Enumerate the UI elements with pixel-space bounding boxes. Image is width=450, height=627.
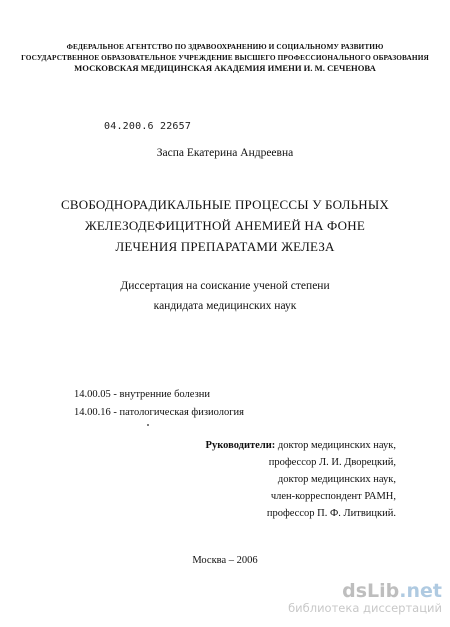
watermark-logo bbox=[288, 581, 442, 601]
supervisors-line-1 bbox=[0, 437, 396, 454]
header-academy: МОСКОВСКАЯ МЕДИЦИНСКАЯ АКАДЕМИЯ ИМЕНИ И. М. СЕЧЕНОВА bbox=[74, 63, 376, 73]
supervisors-label: Руководители: bbox=[205, 440, 276, 451]
degree-line-1: Диссертация на соискание ученой степени bbox=[120, 280, 330, 292]
dslib-watermark[interactable] bbox=[288, 581, 442, 615]
title-line-2: ЖЕЛЕЗОДЕФИЦИТНОЙ АНЕМИЕЙ НА ФОНЕ bbox=[84, 218, 365, 233]
supervisor-1-name: профессор Л. И. Дворецкий, bbox=[268, 457, 396, 468]
inventory-stamp: 04.200.6 22657 bbox=[104, 121, 192, 132]
watermark-logo-tld: .net bbox=[399, 580, 442, 602]
supervisor-2-title: член-корреспондент РАМН, bbox=[270, 491, 396, 502]
title-line-1: СВОБОДНОРАДИКАЛЬНЫЕ ПРОЦЕССЫ У БОЛЬНЫХ bbox=[61, 197, 389, 212]
supervisor-2-name: профессор П. Ф. Литвицкий. bbox=[266, 508, 396, 519]
specialty-2: 14.00.16 - патологическая физиология bbox=[74, 407, 244, 418]
supervisor-1-degree: доктор медицинских наук, bbox=[275, 440, 396, 451]
supervisors-block bbox=[0, 437, 396, 522]
header-agency: ФЕДЕРАЛЬНОЕ АГЕНТСТВО ПО ЗДРАВООХРАНЕНИЮ И СОЦИАЛЬНОМУ РАЗВИТИЮ bbox=[66, 42, 384, 51]
watermark-logo-main: dsLib bbox=[342, 580, 400, 602]
city-year: Москва – 2006 bbox=[192, 555, 258, 566]
specialty-1: 14.00.05 - внутренние болезни bbox=[74, 389, 210, 400]
title-line-3: ЛЕЧЕНИЯ ПРЕПАРАТАМИ ЖЕЛЕЗА bbox=[115, 239, 335, 254]
scan-speck bbox=[147, 424, 149, 426]
degree-statement bbox=[0, 276, 450, 316]
degree-line-2: кандидата медицинских наук bbox=[153, 300, 297, 312]
header-institution-type: ГОСУДАРСТВЕННОЕ ОБРАЗОВАТЕЛЬНОЕ УЧРЕЖДЕНИЕ ВЫСШЕГО ПРОФЕССИОНАЛЬНОГО ОБРАЗОВАНИЯ bbox=[21, 53, 429, 62]
supervisor-2-degree: доктор медицинских наук, bbox=[277, 474, 396, 485]
author-name: Заспа Екатерина Андреевна bbox=[156, 147, 294, 159]
watermark-subtitle: библиотека диссертаций bbox=[288, 601, 442, 615]
thesis-title bbox=[0, 194, 450, 257]
